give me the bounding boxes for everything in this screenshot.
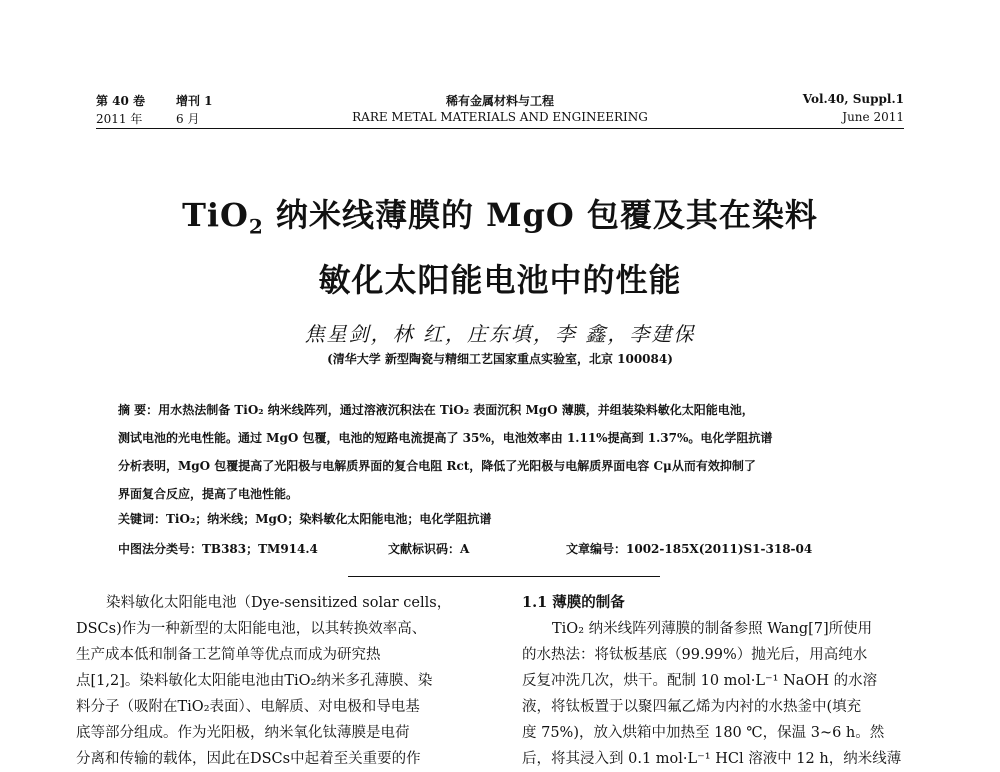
title-line-1: TiO$_2$ 纳米线薄膜的 MgO 包覆及其在染料 <box>182 196 818 239</box>
paper-title <box>0 188 1000 307</box>
body-line: 分离和传输的载体，因此在DSCs中起着至关重要的作 <box>76 751 421 767</box>
body-line: TiO₂ 纳米线阵列薄膜的制备参照 Wang[7]所使用 <box>552 621 873 637</box>
section-divider <box>348 576 660 577</box>
body-line: 后，将其浸入到 0.1 mol·L⁻¹ HCl 溶液中 12 h，纳米线薄 <box>522 751 902 767</box>
body-line: 点[1,2]。染料敏化太阳能电池由TiO₂纳米多孔薄膜、染 <box>76 673 433 689</box>
journal-header <box>96 92 904 132</box>
body-line: 染料敏化太阳能电池（Dye-sensitized solar cells， <box>106 595 452 611</box>
abstract-line-3: 分析表明，MgO 包覆提高了光阳极与电解质界面的复合电阻 Rct，降低了光阳极与电解质界面电容 Cμ从而有效抑制了 <box>118 459 756 473</box>
body-column-left <box>76 590 486 772</box>
volume-cn: 第 40 卷 <box>96 94 146 108</box>
abstract-line-2: 测试电池的光电性能。通过 MgO 包覆，电池的短路电流提高了 35%，电池效率由 1.11%提高到 1.37%。电化学阻抗谱 <box>118 431 773 445</box>
document-code: 文献标识码：A <box>388 542 470 556</box>
body-line: 的水热法：将钛板基底（99.99%）抛光后，用高纯水 <box>522 647 868 663</box>
body-line: 反复冲洗几次，烘干。配制 10 mol·L⁻¹ NaOH 的水溶 <box>522 673 878 689</box>
journal-name-en: RARE METAL MATERIALS AND ENGINEERING <box>352 110 648 124</box>
year-cn: 2011 年 <box>96 112 143 126</box>
body-column-right <box>522 590 932 772</box>
body-line: 底等部分组成。作为光阳极，纳米氧化钛薄膜是电荷 <box>76 725 410 741</box>
body-line: 料分子（吸附在TiO₂表面）、电解质、对电极和导电基 <box>76 699 420 715</box>
header-rule <box>96 128 904 129</box>
month-cn: 6 月 <box>176 112 200 126</box>
body-line: DSCs)作为一种新型的太阳能电池，以其转换效率高、 <box>76 621 427 637</box>
abstract <box>118 396 892 508</box>
body-line: 度 75%)，放入烘箱中加热至 180 ℃，保温 3~6 h。然 <box>522 725 885 741</box>
article-number: 文章编号：1002-185X(2011)S1-318-04 <box>566 542 813 556</box>
affiliation: (清华大学 新型陶瓷与精细工艺国家重点实验室，北京 100084) <box>327 352 673 366</box>
clc-number: 中图法分类号：TB383；TM914.4 <box>118 542 318 556</box>
date-en: June 2011 <box>842 110 904 124</box>
abstract-line-4: 界面复合反应，提高了电池性能。 <box>118 487 299 501</box>
volume-en: Vol.40, Suppl.1 <box>802 92 904 106</box>
body-line: 液，将钛板置于以聚四氟乙烯为内衬的水热釜中(填充 <box>522 699 862 715</box>
title-line-2: 敏化太阳能电池中的性能 <box>318 261 682 300</box>
keywords: 关键词：TiO₂；纳米线；MgO；染料敏化太阳能电池；电化学阻抗谱 <box>118 512 492 526</box>
section-heading: 1.1 薄膜的制备 <box>522 594 625 611</box>
journal-name-cn: 稀有金属材料与工程 <box>445 94 554 108</box>
authors: 焦星剑，林 红，庄东填，李 鑫，李建保 <box>304 322 696 346</box>
body-line: 生产成本低和制备工艺简单等优点而成为研究热 <box>76 647 381 663</box>
supplement-cn: 增刊 1 <box>176 94 213 108</box>
abstract-line-1: 摘 要：用水热法制备 TiO₂ 纳米线阵列，通过溶液沉积法在 TiO₂ 表面沉积 MgO 薄膜，并组装染料敏化太阳能电池， <box>118 403 754 417</box>
